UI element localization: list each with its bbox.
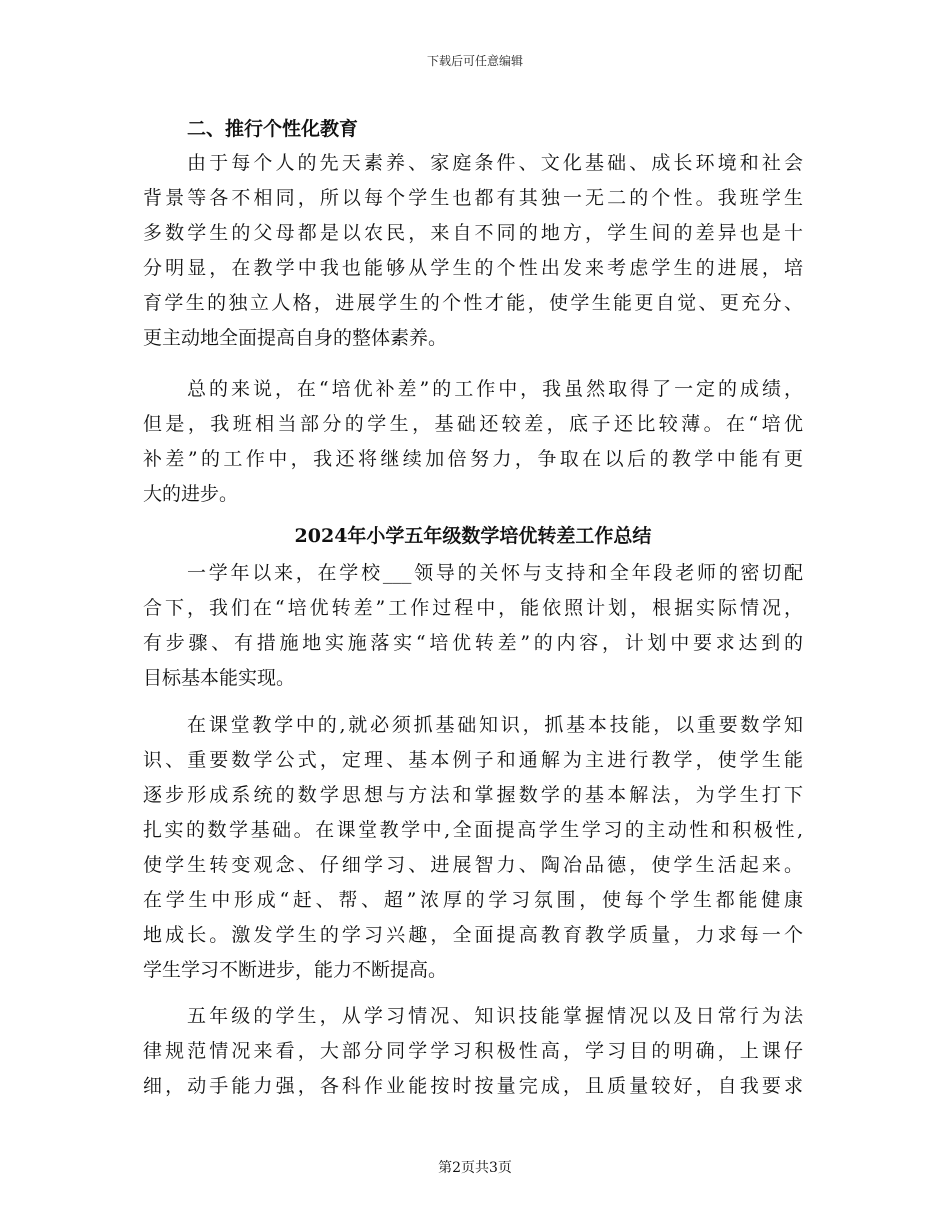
paragraph-line: 背景等各不相同，所以每个学生也都有其独一无二的个性。我班学生 xyxy=(143,187,803,209)
paragraph-line: 逐步形成系统的数学思想与方法和掌握数学的基本解法，为学生打下 xyxy=(143,784,803,806)
paragraph-line: 地成长。激发学生的学习兴趣，全面提高教育教学质量，力求每一个 xyxy=(143,924,803,946)
paragraph-line: 在学生中形成“赶、帮、超”浓厚的学习氛围，使每个学生都能健康 xyxy=(143,889,803,911)
section-heading: 二、推行个性化教育 xyxy=(187,118,359,140)
paragraph-line: 补差”的工作中，我还将继续加倍努力，争取在以后的教学中能有更 xyxy=(143,448,803,470)
paragraph-line: 育学生的独立人格，进展学生的个性才能，使学生能更自觉、更充分、 xyxy=(143,292,803,314)
paragraph-line: 学生学习不断进步，能力不断提高。 xyxy=(143,959,448,981)
paragraph-line: 五年级的学生，从学习情况、知识技能掌握情况以及日常行为法 xyxy=(187,1005,803,1027)
page-number: 第2页共3页 xyxy=(438,1160,512,1176)
paragraph-line: 在课堂教学中的,就必须抓基础知识，抓基本技能，以重要数学知 xyxy=(187,714,803,736)
paragraph-line: 有步骤、有措施地实施落实“培优转差”的内容，计划中要求达到的 xyxy=(143,632,803,654)
paragraph-line: 由于每个人的先天素养、家庭条件、文化基础、成长环境和社会 xyxy=(187,152,803,174)
paragraph-line: 目标基本能实现。 xyxy=(143,667,296,689)
paragraph-line: 但是，我班相当部分的学生，基础还较差，底子还比较薄。在“培优 xyxy=(143,413,803,435)
paragraph-line: 细，动手能力强，各科作业能按时按量完成，且质量较好，自我要求 xyxy=(143,1075,803,1097)
paragraph-line: 识、重要数学公式，定理、基本例子和通解为主进行教学，使学生能 xyxy=(143,749,803,771)
paragraph-line: 合下，我们在“培优转差”工作过程中，能依照计划，根据实际情况， xyxy=(143,597,803,619)
paragraph-line: 律规范情况来看，大部分同学学习积极性高，学习目的明确，上课仔 xyxy=(143,1040,803,1062)
paragraph-line: 总的来说，在“培优补差”的工作中，我虽然取得了一定的成绩， xyxy=(187,378,803,400)
paragraph-line: 一学年以来，在学校___领导的关怀与支持和全年段老师的密切配 xyxy=(187,562,803,584)
paragraph-line: 扎实的数学基础。在课堂教学中,全面提高学生学习的主动性和积极性, xyxy=(143,819,803,841)
paragraph-line: 使学生转变观念、仔细学习、进展智力、陶冶品德，使学生活起来。 xyxy=(143,854,803,876)
paragraph-line: 分明显，在教学中我也能够从学生的个性出发来考虑学生的进展，培 xyxy=(143,257,803,279)
paragraph-line: 大的进步。 xyxy=(143,483,239,505)
document-title: 2024年小学五年级数学培优转差工作总结 xyxy=(294,525,652,547)
page-header: 下载后可任意编辑 xyxy=(426,54,523,68)
paragraph-line: 更主动地全面提高自身的整体素养。 xyxy=(143,327,448,349)
paragraph-line: 多数学生的父母都是以农民，来自不同的地方，学生间的差异也是十 xyxy=(143,222,803,244)
